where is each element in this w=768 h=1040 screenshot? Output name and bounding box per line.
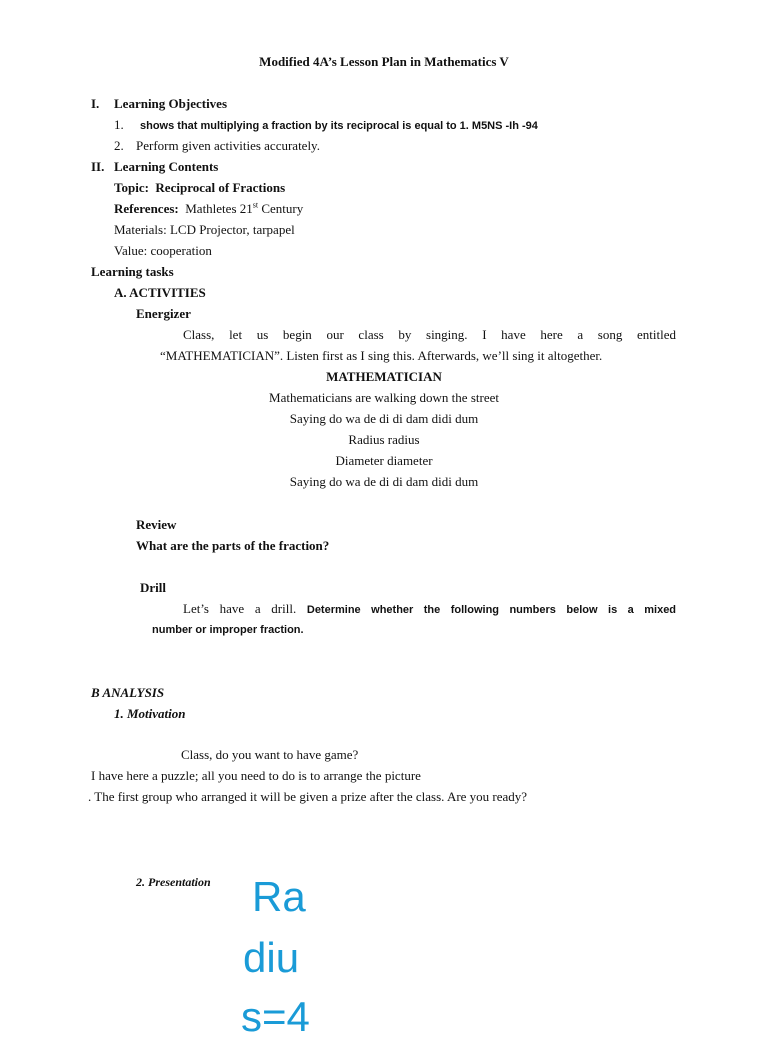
objective-1-text: shows that multiplying a fraction by its reciprocal is equal to 1. M5NS -Ih -94 — [140, 120, 538, 132]
references-value: Mathletes 21 — [185, 201, 253, 216]
motivation-line-3: . The first group who arranged it will be given a prize after the class. Are you ready? — [88, 789, 528, 804]
section-2-heading: Learning Contents — [114, 159, 219, 174]
presentation-big-line-3: s=4 — [241, 993, 310, 1040]
references-line — [114, 201, 303, 217]
song-line-5: Saying do wa de di di dam didi dum — [289, 474, 479, 489]
topic-line — [114, 180, 285, 196]
references-sup: st — [252, 200, 259, 210]
motivation-line-1: Class, do you want to have game? — [181, 747, 359, 762]
song-line-3: Radius radius — [348, 432, 420, 447]
topic-label: Topic: — [114, 180, 149, 195]
drill-intro: Let’s have a drill. — [183, 601, 297, 616]
song-title: MATHEMATICIAN — [326, 369, 442, 384]
review-question: What are the parts of the fraction? — [136, 538, 330, 553]
section-2-number: II. — [91, 159, 105, 174]
drill-line-1 — [183, 601, 676, 618]
section-1-number: I. — [91, 96, 100, 111]
materials-line: Materials: LCD Projector, tarpapel — [114, 222, 295, 237]
value-line: Value: cooperation — [114, 243, 212, 258]
song-line-2: Saying do wa de di di dam didi dum — [289, 411, 479, 426]
motivation-heading: 1. Motivation — [114, 706, 186, 721]
presentation-big-line-1: Ra — [252, 873, 306, 920]
motivation-line-2: I have here a puzzle; all you need to do is to arrange the picture — [91, 768, 421, 783]
references-tail: Century — [258, 201, 304, 216]
objective-1-number: 1. — [114, 117, 124, 132]
song-line-1: Mathematicians are walking down the street — [269, 390, 499, 405]
objective-2-text: Perform given activities accurately. — [136, 138, 320, 153]
energizer-line-1: Class, let us begin our class by singing. I have here a song entitled — [183, 327, 676, 342]
drill-line-2: number or improper fraction. — [152, 624, 304, 636]
presentation-big-line-2: diu — [243, 934, 300, 981]
references-label: References: — [114, 201, 179, 216]
learning-tasks-heading: Learning tasks — [91, 264, 174, 279]
objective-2-number: 2. — [114, 138, 124, 153]
presentation-heading: 2. Presentation — [136, 875, 211, 889]
activities-heading: A. ACTIVITIES — [114, 285, 206, 300]
song-line-4: Diameter diameter — [335, 453, 433, 468]
section-1-heading: Learning Objectives — [114, 96, 228, 111]
energizer-heading: Energizer — [136, 306, 191, 321]
drill-heading: Drill — [140, 580, 166, 595]
analysis-heading: B ANALYSIS — [91, 685, 165, 700]
page-title: Modified 4A’s Lesson Plan in Mathematics V — [259, 54, 509, 69]
drill-bold-text: Determine whether the following numbers below is a mixed — [306, 604, 677, 616]
review-heading: Review — [136, 517, 177, 532]
energizer-line-2: “MATHEMATICIAN”. Listen first as I sing this. Afterwards, we’ll sing it altogether. — [160, 348, 603, 363]
topic-value: Reciprocal of Fractions — [155, 180, 286, 195]
